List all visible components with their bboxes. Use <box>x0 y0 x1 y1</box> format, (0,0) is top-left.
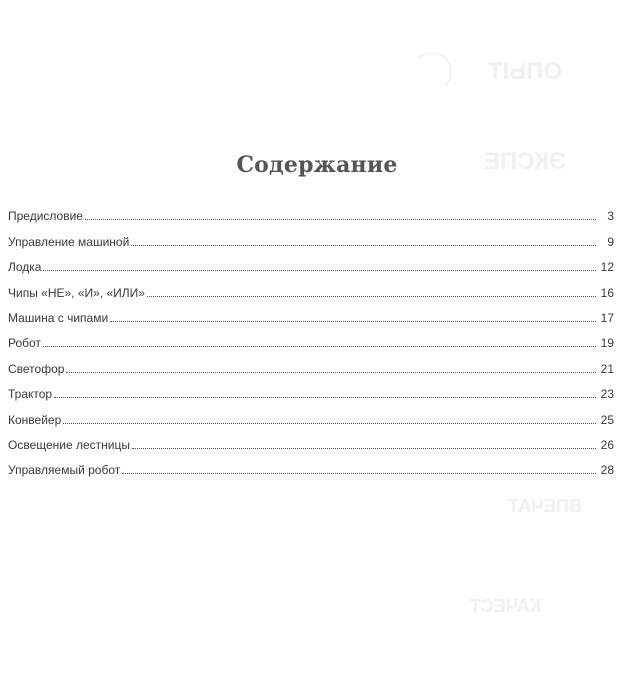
toc-entry-title: Светофор <box>8 361 65 376</box>
toc-page-number: 28 <box>600 463 614 478</box>
toc-entry[interactable] <box>8 274 614 299</box>
show-through-text: ВПЕЧАТ <box>508 496 582 516</box>
show-through-text: ЭКСПЕ <box>484 148 566 175</box>
dot-leader <box>110 321 596 322</box>
toc-entry-title: Управление машиной <box>8 234 130 249</box>
show-through-text: КАЧЕСТ <box>470 596 541 616</box>
toc-entry[interactable] <box>8 325 614 350</box>
toc-page-number: 12 <box>600 260 614 275</box>
toc-entry[interactable] <box>8 249 614 274</box>
dot-leader <box>132 448 596 449</box>
show-through-arc <box>412 52 452 92</box>
toc-entry-title: Конвейер <box>8 412 62 427</box>
toc-entry-title: Робот <box>8 336 41 351</box>
toc-entry[interactable] <box>8 427 614 452</box>
toc-page-number: 3 <box>607 209 614 224</box>
toc-page-number: 9 <box>607 234 614 249</box>
dot-leader <box>131 245 596 246</box>
table-of-contents <box>8 198 614 477</box>
toc-page-number: 19 <box>600 336 614 351</box>
toc-entry[interactable] <box>8 300 614 325</box>
toc-page-number: 21 <box>600 361 614 376</box>
dot-leader <box>66 372 596 373</box>
dot-leader <box>85 219 596 220</box>
dot-leader <box>54 397 596 398</box>
show-through-text: ОПЫТ <box>488 58 563 85</box>
toc-entry[interactable] <box>8 401 614 426</box>
toc-entry-title: Освещение лестницы <box>8 437 130 452</box>
toc-page-number: 17 <box>600 310 614 325</box>
toc-page-number: 16 <box>600 285 614 300</box>
toc-entry-title: Трактор <box>8 387 53 402</box>
toc-entry-title: Предисловие <box>8 209 83 224</box>
toc-entry[interactable] <box>8 376 614 401</box>
toc-entry-title: Управляемый робот <box>8 463 121 478</box>
toc-entry[interactable] <box>8 452 614 477</box>
page-title: Содержание <box>236 152 398 178</box>
toc-page-number: 23 <box>600 387 614 402</box>
toc-entry[interactable] <box>8 223 614 248</box>
dot-leader <box>147 296 596 297</box>
toc-page-number: 25 <box>600 412 614 427</box>
toc-entry[interactable] <box>8 350 614 375</box>
toc-page-number: 26 <box>600 437 614 452</box>
dot-leader <box>43 270 596 271</box>
toc-entry[interactable] <box>8 198 614 223</box>
toc-entry-title: Машина с чипами <box>8 310 109 325</box>
dot-leader <box>43 346 596 347</box>
toc-entry-title: Чипы «НЕ», «И», «ИЛИ» <box>8 285 145 300</box>
toc-entry-title: Лодка <box>8 260 42 275</box>
dot-leader <box>122 473 596 474</box>
dot-leader <box>63 423 596 424</box>
